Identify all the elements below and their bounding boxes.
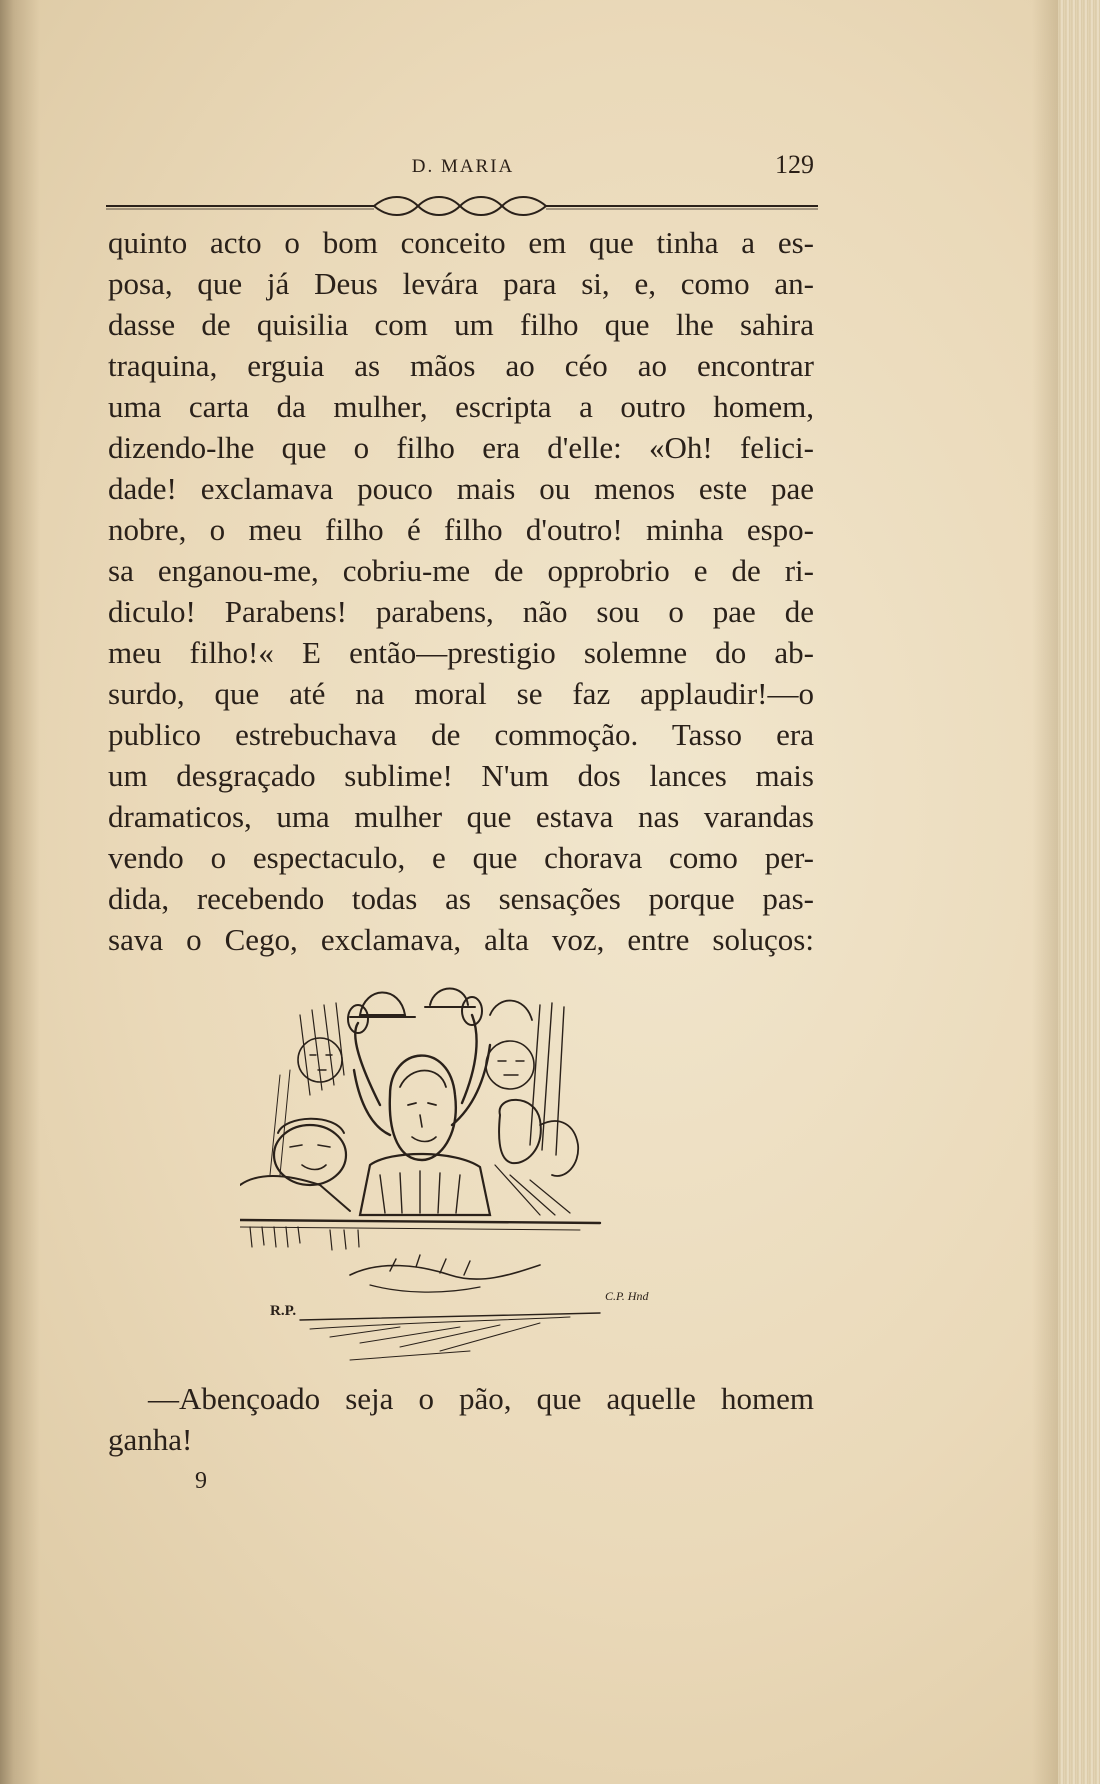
page-number: 129 — [775, 150, 814, 179]
engraver-signature: C.P. Hnd — [605, 1289, 649, 1303]
ornament-rule — [106, 190, 818, 220]
text-line: dasse de quisilia com um filho que lhe sahira — [108, 307, 814, 342]
text-line: surdo, que até na moral se faz applaudir!—o — [108, 676, 814, 711]
text-line: quinto acto o bom conceito em que tinha a es- — [108, 225, 814, 260]
dialogue-line: —Abençoado seja o pão, que aquelle homem — [148, 1381, 814, 1416]
text-line: dramaticos, uma mulher que estava nas varandas — [108, 799, 814, 834]
text-line: vendo o espectaculo, e que chorava como per- — [108, 840, 814, 875]
fore-edge-shadow — [1032, 0, 1060, 1784]
text-line: uma carta da mulher, escripta a outro homem, — [108, 389, 814, 424]
text-line: sa enganou-me, cobriu-me de opprobrio e de ri- — [108, 553, 814, 588]
text-line: nobre, o meu filho é filho d'outro! minha espo- — [108, 512, 814, 547]
dialogue — [108, 1378, 814, 1460]
page-fore-edge — [1058, 0, 1100, 1784]
text-line: posa, que já Deus levára para si, e, como an- — [108, 266, 814, 301]
dialogue-line: ganha! — [108, 1422, 193, 1457]
engraving-illustration — [240, 975, 680, 1370]
running-head — [108, 150, 818, 180]
body-text — [108, 222, 814, 960]
spine-shadow — [0, 0, 40, 1784]
text-line: diculo! Parabens! parabens, não sou o pae de — [108, 594, 814, 629]
text-line: dizendo-lhe que o filho era d'elle: «Oh! felici- — [108, 430, 814, 465]
text-line: dade! exclamava pouco mais ou menos este pae — [108, 471, 814, 506]
signature-mark: 9 — [195, 1468, 207, 1494]
text-line: um desgraçado sublime! N'um dos lances mais — [108, 758, 814, 793]
running-title: D. MARIA — [411, 156, 515, 177]
text-line: meu filho!« E então—prestigio solemne do ab- — [108, 635, 814, 670]
text-line: traquina, erguia as mãos ao céo ao encontrar — [108, 348, 814, 383]
monogram-left: R.P. — [270, 1303, 297, 1319]
text-line: sava o Cego, exclamava, alta voz, entre soluços: — [108, 922, 814, 957]
text-line: dida, recebendo todas as sensações porque pas- — [108, 881, 814, 916]
text-line: publico estrebuchava de commoção. Tasso era — [108, 717, 814, 752]
